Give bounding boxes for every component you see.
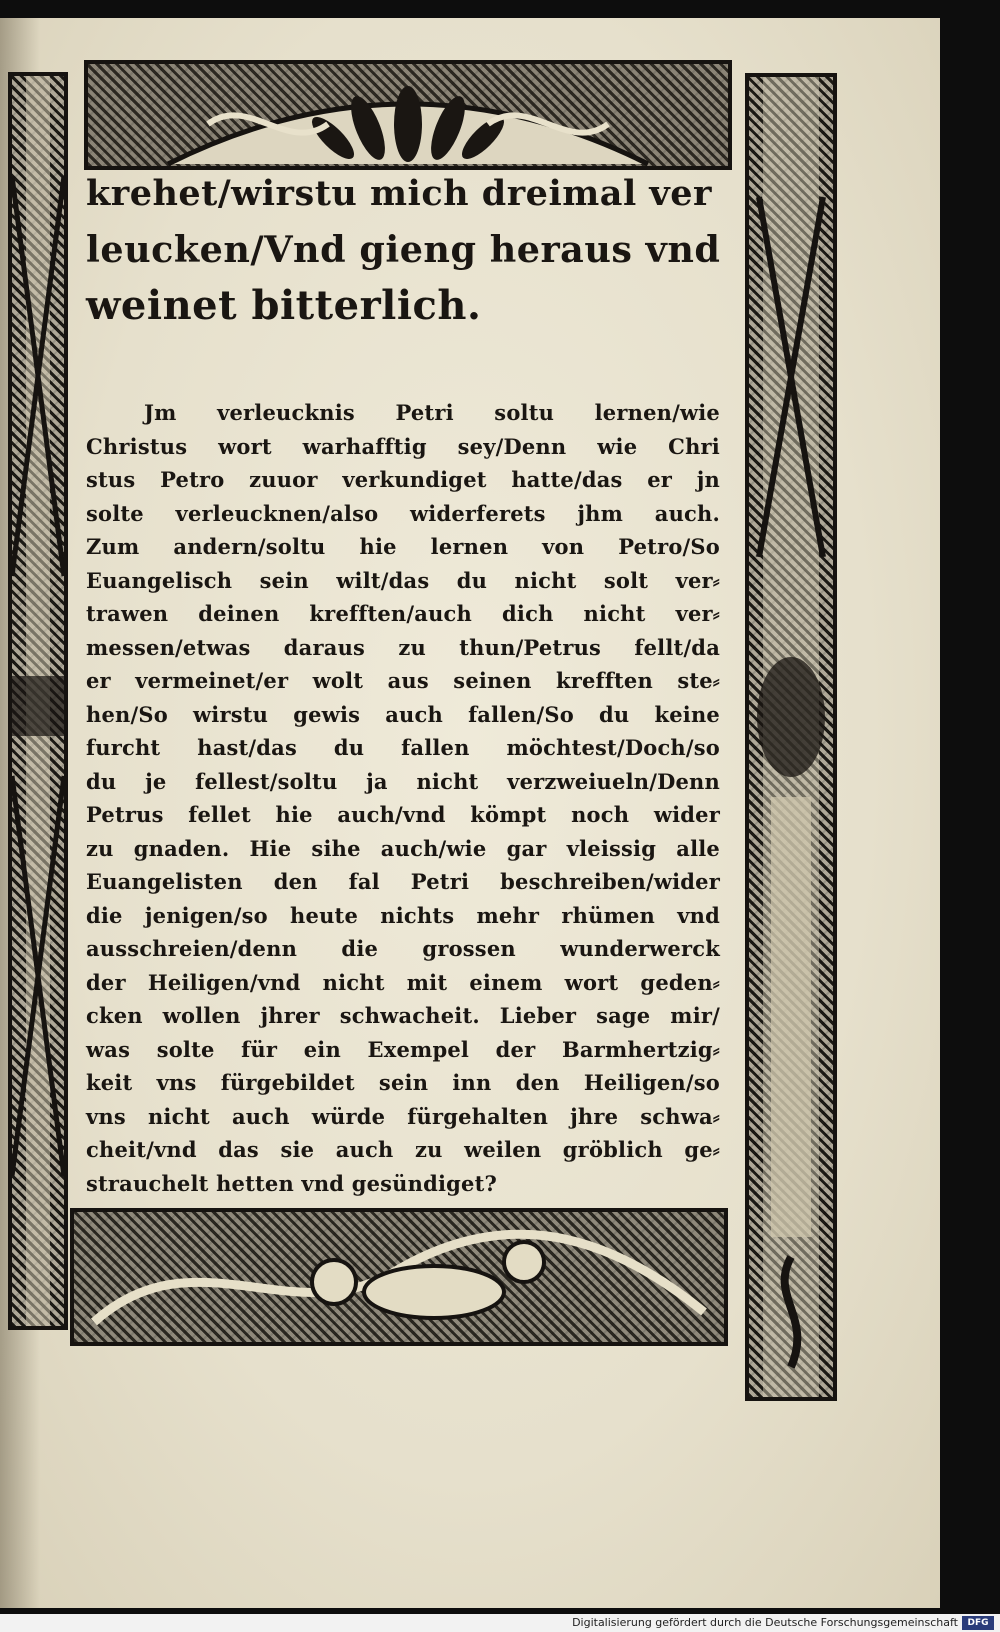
verse-heading	[86, 166, 720, 334]
woodcut-border-left	[8, 72, 68, 1330]
body-line: cheit/vnd das sie auch zu weilen gröblich ge⸗	[86, 1137, 720, 1162]
body-line: Euangelisten den fal Petri beschreiben/wider	[86, 869, 720, 894]
body-line: Jm verleucknis Petri soltu lernen/wie	[144, 400, 720, 425]
dfg-logo: DFG	[962, 1616, 994, 1630]
book-page	[0, 18, 940, 1608]
woodcut-border-right	[745, 73, 837, 1401]
body-line: cken wollen jhrer schwacheit. Lieber sage mir/	[86, 1003, 720, 1028]
woodcut-border-top	[84, 60, 732, 170]
body-line: vns nicht auch würde fürgehalten jhre schwa⸗	[86, 1103, 720, 1129]
commentary-paragraph	[86, 396, 720, 1200]
body-line: solte verleucknen/also widerferets jhm auch.	[86, 500, 720, 526]
body-line: messen/etwas daraus zu thun/Petrus fellt/da	[86, 634, 720, 660]
heading-line: leucken/Vnd gieng heraus vnd	[86, 228, 721, 271]
body-line: zu gnaden. Hie sihe auch/wie gar vleissig alle	[86, 835, 720, 861]
body-line: Euangelisch sein wilt/das du nicht solt ver⸗	[86, 567, 720, 593]
body-line: Christus wort warhafftig sey/Denn wie Chri	[86, 433, 720, 459]
body-line: er vermeinet/er wolt aus seinen krefften ste⸗	[86, 668, 720, 693]
body-line: hen/So wirstu gewis auch fallen/So du keine	[86, 701, 720, 727]
heading-line: krehet/wirstu mich dreimal ver	[86, 173, 712, 214]
footer-credit-text: Digitalisierung gefördert durch die Deutsche Forschungsgemeinschaft	[572, 1616, 958, 1629]
body-line: furcht hast/das du fallen möchtest/Doch/so	[86, 735, 720, 760]
body-line: ausschreien/denn die grossen wunderwerck	[86, 936, 720, 961]
body-line: Zum andern/soltu hie lernen von Petro/So	[86, 534, 720, 559]
body-line: was solte für ein Exempel der Barmhertzig⸗	[86, 1036, 720, 1062]
woodcut-border-bottom	[70, 1208, 728, 1346]
body-line: die jenigen/so heute nichts mehr rhümen vnd	[86, 902, 720, 928]
body-line: keit vns fürgebildet sein inn den Heiligen/so	[86, 1070, 720, 1095]
body-line: stus Petro zuuor verkundiget hatte/das er jn	[86, 467, 720, 492]
page-text-block	[86, 166, 726, 1206]
digitization-footer	[0, 1614, 1000, 1632]
body-line: trawen deinen krefften/auch dich nicht ver⸗	[86, 601, 720, 626]
body-line: du je fellest/soltu ja nicht verzweiueln/Denn	[86, 768, 720, 794]
heading-line: weinet bitterlich.	[86, 282, 482, 329]
body-line: strauchelt hetten vnd gesündiget?	[86, 1170, 498, 1196]
body-line: Petrus fellet hie auch/vnd kömpt noch wider	[86, 802, 720, 827]
body-line: der Heiligen/vnd nicht mit einem wort geden⸗	[86, 969, 720, 995]
